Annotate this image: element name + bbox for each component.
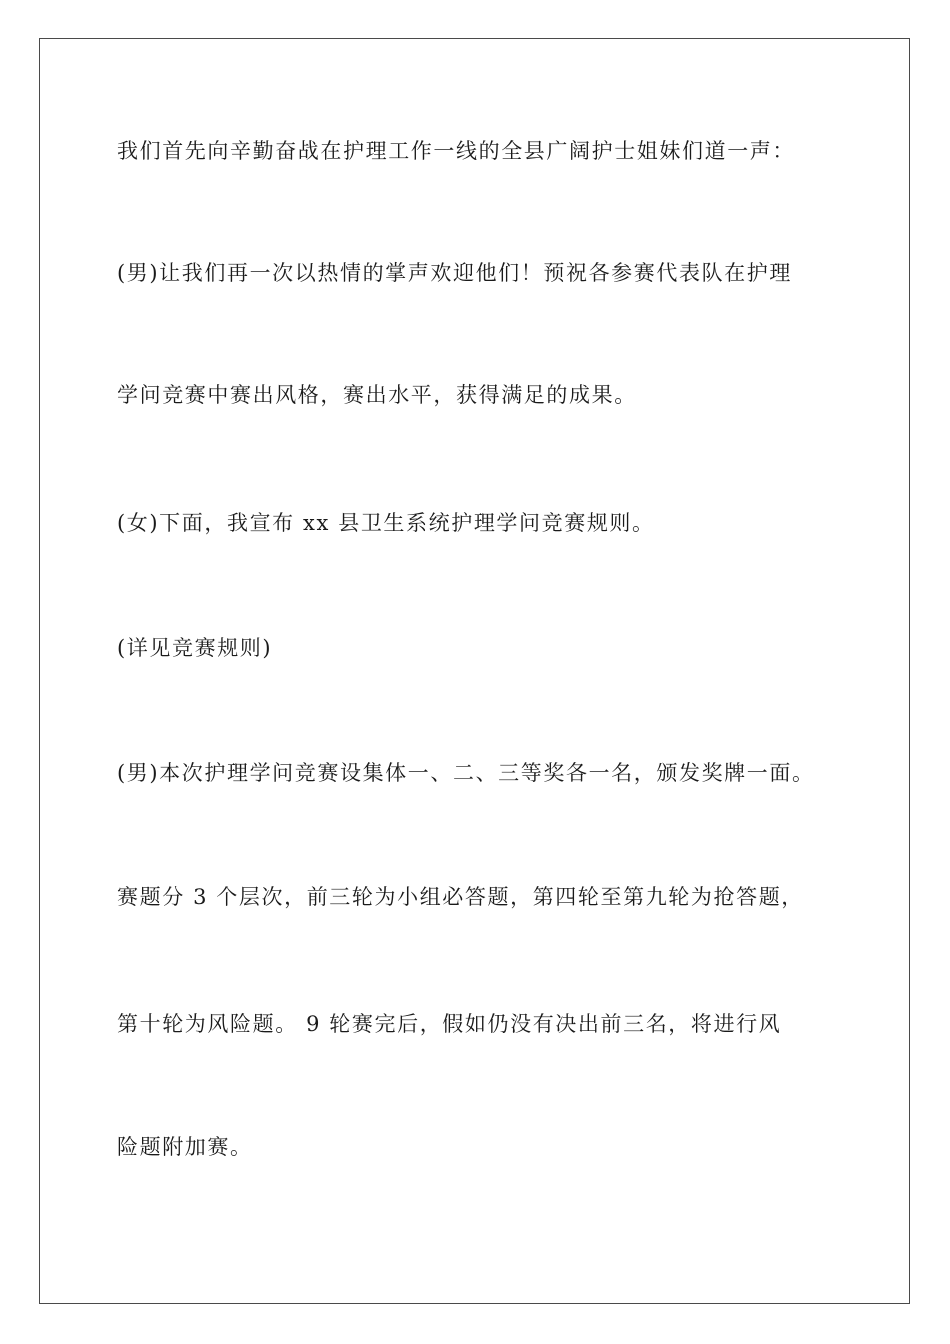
- paragraph-line: 我们首先向辛勤奋战在护理工作一线的全县广阔护士姐妹们道一声：: [117, 139, 795, 163]
- paragraph-line: (男)本次护理学问竞赛设集体一、二、三等奖各一名，颁发奖牌一面。: [117, 761, 815, 785]
- paragraph-line: (详见竞赛规则): [117, 636, 273, 660]
- paragraph-line: 学问竞赛中赛出风格，赛出水平，获得满足的成果。: [117, 383, 637, 407]
- paragraph-line: 险题附加赛。: [117, 1135, 253, 1159]
- paragraph-line: 第十轮为风险题。 9 轮赛完后，假如仍没有决出前三名，将进行风: [117, 1012, 782, 1036]
- paragraph-line: (男)让我们再一次以热情的掌声欢迎他们！预祝各参赛代表队在护理: [117, 261, 792, 285]
- paragraph-line: (女)下面，我宣布 xx 县卫生系统护理学问竞赛规则。: [117, 511, 655, 535]
- paragraph-line: 赛题分 3 个层次，前三轮为小组必答题，第四轮至第九轮为抢答题，: [117, 885, 804, 909]
- page-border: [39, 38, 910, 1304]
